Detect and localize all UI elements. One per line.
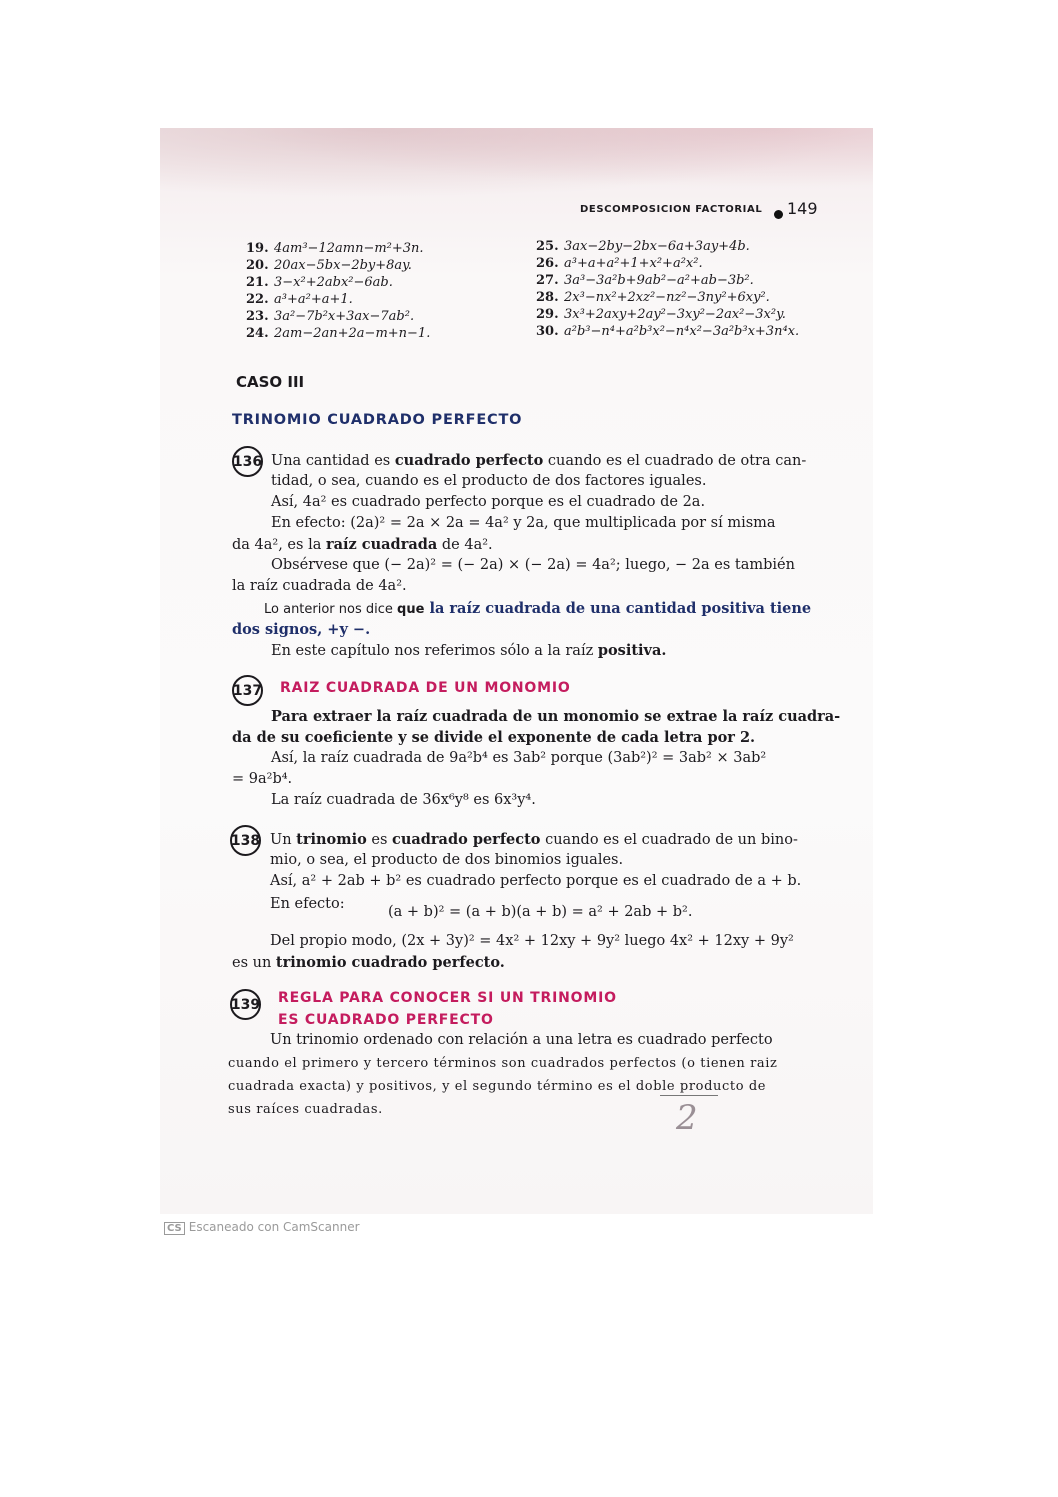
- section-title: RAIZ CUADRADA DE UN MONOMIO: [280, 680, 571, 696]
- case-heading: CASO III: [236, 373, 305, 391]
- paragraph-line: Del propio modo, (2x + 3y)² = 4x² + 12xy + 9y² luego 4x² + 12xy + 9y²: [270, 933, 794, 949]
- paragraph-line: En efecto: (2a)² = 2a × 2a = 4a² y 2a, que multiplicada por sí misma: [271, 515, 776, 531]
- paragraph-line: Una cantidad es cuadrado perfecto cuando es el cuadrado de otra can-: [271, 452, 807, 469]
- paragraph-line: es un trinomio cuadrado perfecto.: [232, 954, 505, 971]
- underline-mark: [660, 1095, 718, 1096]
- paragraph-line: da de su coeficiente y se divide el exponente de cada letra por 2.: [232, 729, 756, 746]
- paragraph-line: Así, a² + 2ab + b² es cuadrado perfecto porque es el cuadrado de a + b.: [270, 873, 802, 889]
- paragraph-line: sus raíces cuadradas.: [228, 1102, 383, 1117]
- running-header: DESCOMPOSICION FACTORIAL: [580, 204, 763, 215]
- paragraph-line: da 4a², es la raíz cuadrada de 4a².: [232, 536, 493, 553]
- paragraph-line: Un trinomio ordenado con relación a una letra es cuadrado perfecto: [270, 1032, 773, 1048]
- paragraph-line: mio, o sea, el producto de dos binomios iguales.: [270, 852, 624, 868]
- exercise-item: 23. 3a²−7b²x+3ax−7ab².: [246, 309, 415, 324]
- paragraph-line: Lo anterior nos dice que la raíz cuadrada de una cantidad positiva tiene: [264, 600, 812, 617]
- handwritten-mark: 2: [676, 1098, 698, 1138]
- exercise-item: 19. 4am³−12amn−m²+3n.: [246, 241, 424, 256]
- page-number: 149: [787, 199, 818, 218]
- paragraph-line: la raíz cuadrada de 4a².: [232, 578, 407, 594]
- exercise-list-left: [246, 240, 430, 342]
- camscanner-watermark: CS Escaneado con CamScanner: [164, 1220, 360, 1235]
- exercise-item: 29. 3x³+2axy+2ay²−3xy²−2ax²−3x²y.: [536, 307, 786, 322]
- section-title: REGLA PARA CONOCER SI UN TRINOMIO: [278, 990, 617, 1006]
- paragraph-line: cuadrada exacta) y positivos, y el segundo término es el doble producto de: [228, 1079, 767, 1094]
- exercise-list-right: [536, 238, 799, 340]
- equation: (a + b)² = (a + b)(a + b) = a² + 2ab + b².: [388, 904, 693, 920]
- paragraph-line: En este capítulo nos referimos sólo a la raíz positiva.: [271, 642, 667, 659]
- section-number-badge: 136: [232, 446, 263, 477]
- header-bullet-icon: [774, 204, 783, 223]
- exercise-item: 21. 3−x²+2abx²−6ab.: [246, 275, 393, 290]
- exercise-item: 28. 2x³−nx²+2xz²−nz²−3ny²+6xy².: [536, 290, 770, 305]
- paragraph-line: = 9a²b⁴.: [232, 771, 293, 787]
- paragraph-line: En efecto:: [270, 896, 345, 912]
- paragraph-line: Un trinomio es cuadrado perfecto cuando es el cuadrado de un bino-: [270, 831, 798, 848]
- section-number-badge: 139: [230, 989, 261, 1020]
- paragraph-line: La raíz cuadrada de 36x⁶y⁸ es 6x³y⁴.: [271, 792, 536, 808]
- section-number-badge: 137: [232, 675, 263, 706]
- paragraph-line: dos signos, +y −.: [232, 621, 371, 638]
- paragraph-line: Para extraer la raíz cuadrada de un monomio se extrae la raíz cuadra-: [271, 708, 841, 725]
- camscanner-logo-icon: CS: [164, 1222, 185, 1235]
- scanned-page: [160, 128, 873, 1214]
- section-title: TRINOMIO CUADRADO PERFECTO: [232, 412, 523, 428]
- paragraph-line: cuando el primero y tercero términos son cuadrados perfectos (o tienen raiz: [228, 1056, 778, 1071]
- paragraph-line: Así, la raíz cuadrada de 9a²b⁴ es 3ab² porque (3ab²)² = 3ab² × 3ab²: [271, 750, 767, 766]
- exercise-item: 22. a³+a²+a+1.: [246, 292, 353, 307]
- exercise-item: 25. 3ax−2by−2bx−6a+3ay+4b.: [536, 239, 750, 254]
- section-number-badge: 138: [230, 825, 261, 856]
- paragraph-line: tidad, o sea, cuando es el producto de dos factores iguales.: [271, 473, 707, 489]
- exercise-item: 26. a³+a+a²+1+x²+a²x².: [536, 256, 703, 271]
- exercise-item: 30. a²b³−n⁴+a²b³x²−n⁴x²−3a²b³x+3n⁴x.: [536, 324, 800, 339]
- exercise-item: 24. 2am−2an+2a−m+n−1.: [246, 326, 431, 341]
- paragraph-line: Obsérvese que (− 2a)² = (− 2a) × (− 2a) = 4a²; luego, − 2a es también: [271, 557, 795, 573]
- paragraph-line: Así, 4a² es cuadrado perfecto porque es el cuadrado de 2a.: [271, 494, 706, 510]
- exercise-item: 20. 20ax−5bx−2by+8ay.: [246, 258, 412, 273]
- exercise-item: 27. 3a³−3a²b+9ab²−a²+ab−3b².: [536, 273, 754, 288]
- section-title-line2: ES CUADRADO PERFECTO: [278, 1012, 494, 1028]
